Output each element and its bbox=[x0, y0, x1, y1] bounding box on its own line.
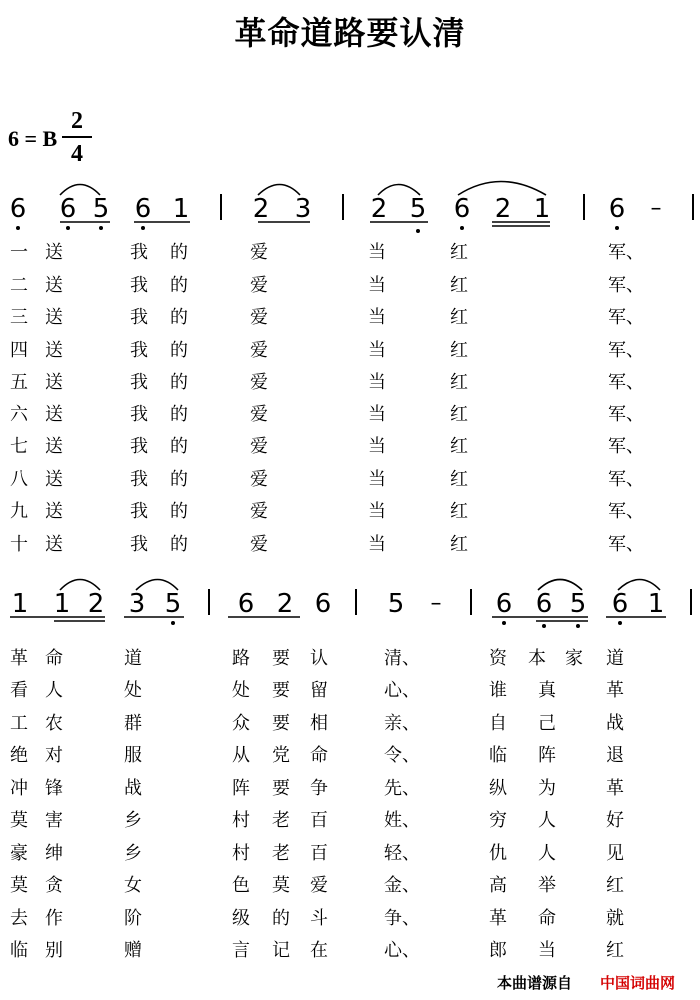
verse-number: 八 bbox=[10, 469, 28, 490]
note: 5 bbox=[409, 194, 427, 224]
lyric: 心、 bbox=[384, 940, 420, 961]
time-signature-bar bbox=[62, 136, 92, 138]
note: 5 bbox=[569, 589, 587, 619]
lyric: 送 bbox=[45, 404, 63, 425]
lyric: 红 bbox=[450, 436, 468, 457]
lyric: 好 bbox=[606, 810, 624, 831]
song-title: 革命道路要认清 bbox=[234, 14, 466, 52]
time-signature-bottom: 4 bbox=[71, 141, 83, 167]
lyric: 相 bbox=[310, 713, 328, 734]
lyric: 红 bbox=[450, 501, 468, 522]
source-site-link[interactable]: 中国词曲网 bbox=[600, 974, 676, 992]
lyric: 军、 bbox=[608, 242, 644, 263]
lyric: 军、 bbox=[608, 404, 644, 425]
lyric: 红 bbox=[450, 242, 468, 263]
lyric: 红 bbox=[450, 307, 468, 328]
lyric: 百 bbox=[310, 843, 328, 864]
lyric: 争 bbox=[310, 778, 328, 799]
lyric: 的 bbox=[170, 436, 188, 457]
lyric: 工 bbox=[10, 713, 28, 734]
lyric: 送 bbox=[45, 307, 63, 328]
note: 6 bbox=[134, 194, 152, 224]
note: 6 bbox=[59, 194, 77, 224]
lyric: 争、 bbox=[384, 908, 420, 929]
note: 1 bbox=[533, 194, 551, 224]
lyric: 老 bbox=[272, 843, 290, 864]
lyric: 服 bbox=[124, 745, 142, 766]
lyric: 女 bbox=[124, 875, 142, 896]
lyric: 莫 bbox=[10, 875, 28, 896]
barline bbox=[692, 194, 694, 220]
lyric: 绅 bbox=[45, 843, 63, 864]
verse-number: 六 bbox=[10, 404, 28, 425]
note: 6 bbox=[495, 589, 513, 619]
lyric: 我 bbox=[130, 534, 148, 555]
lyric: 的 bbox=[170, 469, 188, 490]
lyric: 红 bbox=[450, 275, 468, 296]
lyric: 红 bbox=[450, 340, 468, 361]
lyric: 道 bbox=[124, 648, 142, 669]
lyric: 农 bbox=[45, 713, 63, 734]
lyric: 要 bbox=[272, 648, 290, 669]
lyric: 轻、 bbox=[384, 843, 420, 864]
lyric: 战 bbox=[606, 713, 624, 734]
lyric: 自 bbox=[489, 713, 507, 734]
lyric: 本 bbox=[528, 648, 546, 669]
lyric: 村 bbox=[232, 843, 250, 864]
lyric: 害 bbox=[45, 810, 63, 831]
lyric: 为 bbox=[538, 778, 556, 799]
lyric: 爱 bbox=[250, 340, 268, 361]
lyric: 我 bbox=[130, 307, 148, 328]
lyric: 斗 bbox=[310, 908, 328, 929]
lyric: 当 bbox=[368, 275, 386, 296]
lyric: 阵 bbox=[232, 778, 250, 799]
lyric: 村 bbox=[232, 810, 250, 831]
lyric: 色 bbox=[232, 875, 250, 896]
note: 2 bbox=[252, 194, 270, 224]
lyric: 人 bbox=[538, 810, 556, 831]
lyric: 命 bbox=[538, 908, 556, 929]
lyric: 令、 bbox=[384, 745, 420, 766]
lyric: 看 bbox=[10, 680, 28, 701]
lyric: 革 bbox=[489, 908, 507, 929]
lyric: 言 bbox=[232, 940, 250, 961]
lyric: 记 bbox=[272, 940, 290, 961]
lyric: 清、 bbox=[384, 648, 420, 669]
lyric: 当 bbox=[368, 307, 386, 328]
lyric: 战 bbox=[124, 778, 142, 799]
lyric: 送 bbox=[45, 242, 63, 263]
lyric: 资 bbox=[489, 648, 507, 669]
note: 6 bbox=[237, 589, 255, 619]
lyric: 红 bbox=[450, 469, 468, 490]
lyric: 众 bbox=[232, 713, 250, 734]
verse-number: 九 bbox=[10, 501, 28, 522]
lyric: 的 bbox=[170, 372, 188, 393]
source-credit-label: 本曲谱源自 bbox=[497, 974, 573, 992]
verse-number: 二 bbox=[10, 275, 28, 296]
lyric: 亲、 bbox=[384, 713, 420, 734]
lyric: 我 bbox=[130, 275, 148, 296]
lyric: 党 bbox=[272, 745, 290, 766]
time-signature bbox=[62, 108, 92, 167]
lyric: 革 bbox=[606, 680, 624, 701]
lyric: 绝 bbox=[10, 745, 28, 766]
note: 5 bbox=[387, 589, 405, 619]
lyric: 我 bbox=[130, 404, 148, 425]
lyric: 的 bbox=[170, 307, 188, 328]
lyric: 当 bbox=[368, 372, 386, 393]
lyric: 谁 bbox=[489, 680, 507, 701]
lyric: 莫 bbox=[10, 810, 28, 831]
lyric: 命 bbox=[310, 745, 328, 766]
note: 3 bbox=[294, 194, 312, 224]
lyric: 当 bbox=[368, 534, 386, 555]
lyric: 赠 bbox=[124, 940, 142, 961]
lyric: 人 bbox=[45, 680, 63, 701]
lyric: 见 bbox=[606, 843, 624, 864]
note: 6 bbox=[9, 194, 27, 224]
key-signature: 6 = B bbox=[8, 126, 58, 151]
lyric: 路 bbox=[232, 648, 250, 669]
lyric: 贪 bbox=[45, 875, 63, 896]
note: 1 bbox=[172, 194, 190, 224]
lyric: 爱 bbox=[250, 436, 268, 457]
lyric: 爱 bbox=[310, 875, 328, 896]
lyric: 先、 bbox=[384, 778, 420, 799]
lyric: 我 bbox=[130, 372, 148, 393]
lyric: 真 bbox=[538, 680, 556, 701]
lyric: 临 bbox=[489, 745, 507, 766]
lyric: 爱 bbox=[250, 404, 268, 425]
lyric: 革 bbox=[606, 778, 624, 799]
lyric: 爱 bbox=[250, 372, 268, 393]
lyric: 军、 bbox=[608, 307, 644, 328]
lyric: 家 bbox=[565, 648, 583, 669]
note: 2 bbox=[87, 589, 105, 619]
note: 6 bbox=[535, 589, 553, 619]
lyric: 送 bbox=[45, 501, 63, 522]
note: 2 bbox=[276, 589, 294, 619]
lyric: 道 bbox=[606, 648, 624, 669]
barline bbox=[355, 589, 357, 615]
lyric: 军、 bbox=[608, 340, 644, 361]
verse-number: 五 bbox=[10, 372, 28, 393]
lyric: 临 bbox=[10, 940, 28, 961]
lyric: 爱 bbox=[250, 534, 268, 555]
lyric: 的 bbox=[170, 501, 188, 522]
lyric: 我 bbox=[130, 469, 148, 490]
lyric: 当 bbox=[368, 501, 386, 522]
verse-number: 七 bbox=[10, 436, 28, 457]
notation-system-2 bbox=[0, 575, 700, 635]
barline bbox=[208, 589, 210, 615]
verse-number: 四 bbox=[10, 340, 28, 361]
lyric: 我 bbox=[130, 242, 148, 263]
lyric: 送 bbox=[45, 436, 63, 457]
lyric: 阵 bbox=[538, 745, 556, 766]
lyric: 的 bbox=[170, 534, 188, 555]
lyric: 对 bbox=[45, 745, 63, 766]
lyric: 的 bbox=[170, 404, 188, 425]
lyric: 要 bbox=[272, 778, 290, 799]
lyric: 军、 bbox=[608, 275, 644, 296]
lyric: 老 bbox=[272, 810, 290, 831]
note: 1 bbox=[53, 589, 71, 619]
lyric: 莫 bbox=[272, 875, 290, 896]
lyric: 己 bbox=[538, 713, 556, 734]
lyric: 爱 bbox=[250, 307, 268, 328]
lyric: 我 bbox=[130, 501, 148, 522]
note: 2 bbox=[494, 194, 512, 224]
lyric: 冲 bbox=[10, 778, 28, 799]
lyric: 穷 bbox=[489, 810, 507, 831]
lyric: 去 bbox=[10, 908, 28, 929]
lyric: 爱 bbox=[250, 469, 268, 490]
lyric: 退 bbox=[606, 745, 624, 766]
lyric: 别 bbox=[45, 940, 63, 961]
lyric: 郎 bbox=[489, 940, 507, 961]
lyric: 的 bbox=[170, 242, 188, 263]
lyric: 军、 bbox=[608, 372, 644, 393]
lyric: 我 bbox=[130, 340, 148, 361]
note: 3 bbox=[128, 589, 146, 619]
lyric: 处 bbox=[232, 680, 250, 701]
lyric: 金、 bbox=[384, 875, 420, 896]
barline bbox=[220, 194, 222, 220]
lyric: 纵 bbox=[489, 778, 507, 799]
lyric: 命 bbox=[45, 648, 63, 669]
verse-number: 十 bbox=[10, 534, 28, 555]
lyric: 当 bbox=[538, 940, 556, 961]
lyric: 群 bbox=[124, 713, 142, 734]
barline bbox=[583, 194, 585, 220]
lyric: 姓、 bbox=[384, 810, 420, 831]
lyric: 要 bbox=[272, 713, 290, 734]
lyric: 认 bbox=[310, 648, 328, 669]
lyric: 的 bbox=[170, 340, 188, 361]
lyric: 送 bbox=[45, 469, 63, 490]
lyric: 当 bbox=[368, 436, 386, 457]
lyric: 举 bbox=[538, 875, 556, 896]
note: 1 bbox=[647, 589, 665, 619]
note: 1 bbox=[11, 589, 29, 619]
note: 2 bbox=[370, 194, 388, 224]
lyric: 留 bbox=[310, 680, 328, 701]
time-signature-top: 2 bbox=[71, 108, 83, 134]
lyric: 革 bbox=[10, 648, 28, 669]
lyric: 仇 bbox=[489, 843, 507, 864]
lyric: 送 bbox=[45, 340, 63, 361]
note: 6 bbox=[608, 194, 626, 224]
lyric: 从 bbox=[232, 745, 250, 766]
note: 6 bbox=[453, 194, 471, 224]
lyric: 要 bbox=[272, 680, 290, 701]
lyric: 红 bbox=[606, 940, 624, 961]
lyric: 处 bbox=[124, 680, 142, 701]
note: 6 bbox=[611, 589, 629, 619]
lyric: 心、 bbox=[384, 680, 420, 701]
note: 5 bbox=[164, 589, 182, 619]
barline bbox=[690, 589, 692, 615]
lyric: 我 bbox=[130, 436, 148, 457]
barline bbox=[342, 194, 344, 220]
lyric: 军、 bbox=[608, 501, 644, 522]
lyric: 高 bbox=[489, 875, 507, 896]
lyric: 人 bbox=[538, 843, 556, 864]
lyric: 军、 bbox=[608, 534, 644, 555]
lyric: 红 bbox=[450, 534, 468, 555]
lyric: 送 bbox=[45, 275, 63, 296]
lyric: 红 bbox=[606, 875, 624, 896]
lyric: 爱 bbox=[250, 275, 268, 296]
lyric: 红 bbox=[450, 372, 468, 393]
lyric: 乡 bbox=[124, 843, 142, 864]
lyric: 锋 bbox=[45, 778, 63, 799]
lyric: 在 bbox=[310, 940, 328, 961]
verse-number: 三 bbox=[10, 307, 28, 328]
lyric: 军、 bbox=[608, 436, 644, 457]
note: 6 bbox=[314, 589, 332, 619]
lyric: 红 bbox=[450, 404, 468, 425]
lyric: 百 bbox=[310, 810, 328, 831]
lyric: 爱 bbox=[250, 242, 268, 263]
notation-system-1 bbox=[0, 180, 700, 240]
lyric: 当 bbox=[368, 242, 386, 263]
barline bbox=[470, 589, 472, 615]
lyric: 乡 bbox=[124, 810, 142, 831]
lyric: 阶 bbox=[124, 908, 142, 929]
note: 5 bbox=[92, 194, 110, 224]
verse-number: 一 bbox=[10, 242, 28, 263]
sustain-dash: – bbox=[650, 196, 662, 221]
lyric: 当 bbox=[368, 340, 386, 361]
lyric: 送 bbox=[45, 534, 63, 555]
lyric: 就 bbox=[606, 908, 624, 929]
sustain-dash: – bbox=[430, 591, 442, 616]
lyric: 爱 bbox=[250, 501, 268, 522]
lyric: 军、 bbox=[608, 469, 644, 490]
lyric: 当 bbox=[368, 404, 386, 425]
lyric: 作 bbox=[45, 908, 63, 929]
lyric: 豪 bbox=[10, 843, 28, 864]
lyric: 级 bbox=[232, 908, 250, 929]
lyric: 送 bbox=[45, 372, 63, 393]
lyric: 的 bbox=[170, 275, 188, 296]
lyric: 的 bbox=[272, 908, 290, 929]
lyric: 当 bbox=[368, 469, 386, 490]
